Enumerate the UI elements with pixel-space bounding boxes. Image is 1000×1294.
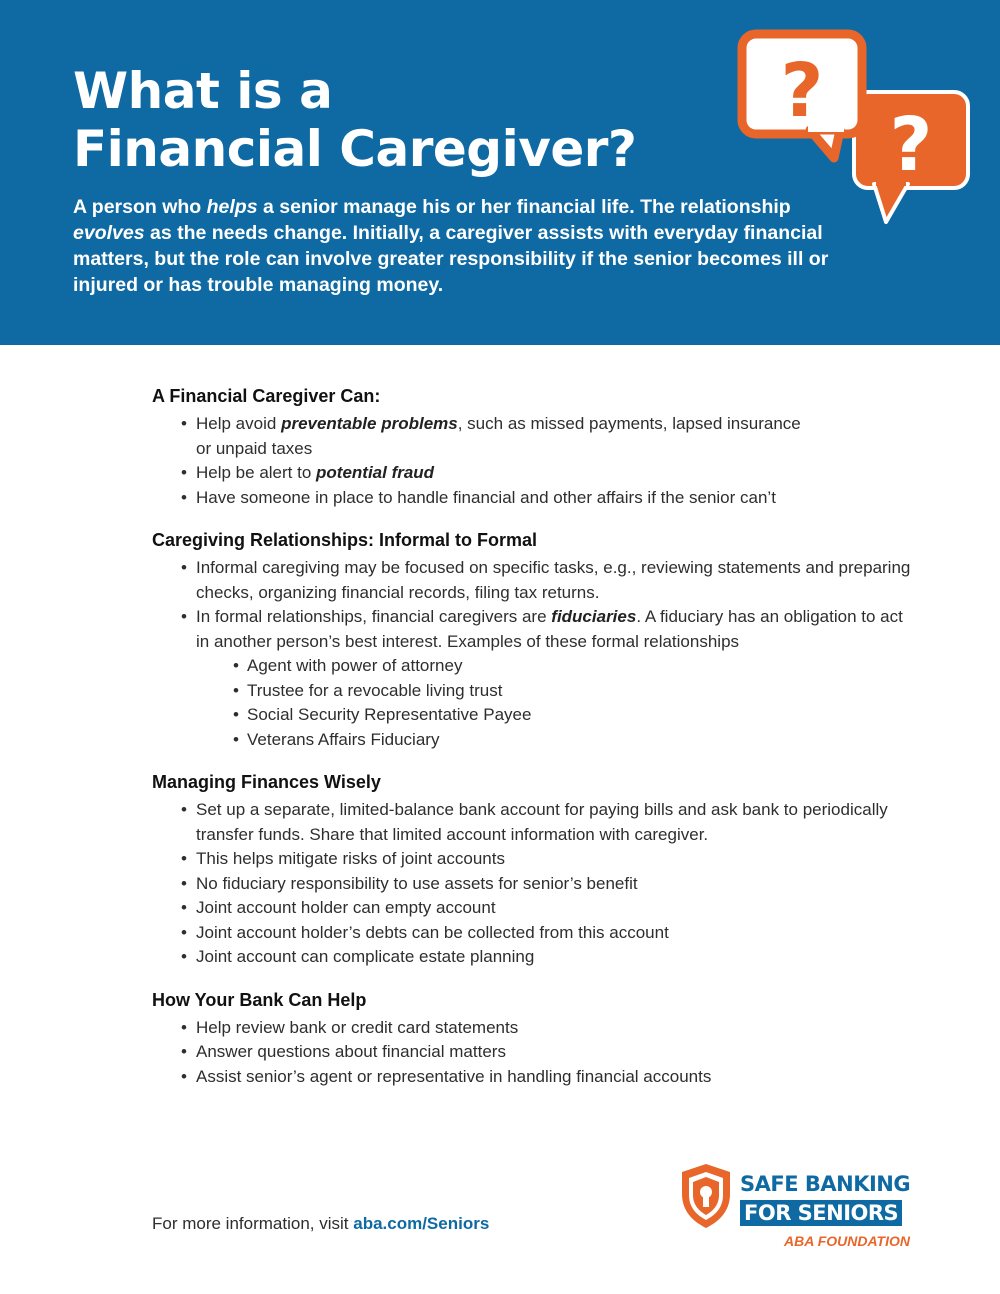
section-heading: Caregiving Relationships: Informal to Formal — [152, 530, 538, 550]
bullet-list — [152, 556, 912, 752]
list-item: • Joint account holder can empty account — [152, 896, 912, 921]
sub-bullet-list — [196, 654, 912, 752]
intro-text-1: A person who — [73, 196, 207, 218]
sub-list-item: • Veterans Affairs Fiduciary — [196, 728, 912, 753]
list-item: • This helps mitigate risks of joint accounts — [152, 847, 912, 872]
footer-info: For more information, visit aba.com/Seniors — [152, 1214, 490, 1233]
bullet-list — [152, 412, 912, 510]
logo-line-1: SAFE BANKING — [740, 1172, 911, 1196]
section-bank-help — [152, 988, 912, 1090]
list-item: • Assist senior’s agent or representative in handling financial accounts — [152, 1065, 912, 1090]
section-heading: A Financial Caregiver Can: — [152, 386, 381, 406]
question-bubble-right-icon — [854, 92, 968, 222]
section-caregiver-can — [152, 384, 912, 510]
list-item: • Joint account can complicate estate planning — [152, 945, 912, 970]
page-title — [73, 62, 636, 178]
bullet-list — [152, 1016, 912, 1090]
sub-list-item: • Trustee for a revocable living trust — [196, 679, 912, 704]
main-content — [152, 384, 912, 1107]
logo-line-2: FOR SENIORS — [740, 1200, 902, 1226]
bullet-list — [152, 798, 912, 970]
question-bubble-left-icon — [742, 34, 862, 158]
intro-text-3: as the needs change. Initially, a caregiver assists with everyday financial matters, but the role can involve greater responsibility if the senior becomes ill or injured or has trouble managing money. — [73, 222, 829, 296]
title-line-2: Financial Caregiver? — [73, 120, 637, 178]
intro-em-helps: helps — [206, 196, 258, 218]
header-banner — [0, 0, 1000, 345]
section-relationships — [152, 528, 912, 752]
seniors-link[interactable]: aba.com/Seniors — [353, 1214, 490, 1233]
logo-line-3: ABA FOUNDATION — [784, 1233, 910, 1249]
list-item: • Answer questions about financial matters — [152, 1040, 912, 1065]
intro-text-2: a senior manage his or her financial life. The relationship — [257, 196, 791, 218]
shield-keyhole-icon — [678, 1162, 734, 1230]
safe-banking-logo — [678, 1160, 928, 1255]
svg-text:?: ? — [889, 102, 933, 188]
section-heading: Managing Finances Wisely — [152, 772, 381, 792]
list-item: • Help review bank or credit card statements — [152, 1016, 912, 1041]
list-item: • Help be alert to potential fraud — [152, 461, 912, 486]
intro-em-evolves: evolves — [73, 222, 145, 244]
list-item: • Set up a separate, limited-balance bank account for paying bills and ask bank to periodically transfer funds. Share that limited account information with caregiver. — [152, 798, 912, 847]
title-line-1: What is a — [73, 62, 333, 120]
sub-list-item: • Agent with power of attorney — [196, 654, 912, 679]
list-item: • Help avoid preventable problems, such as missed payments, lapsed insurance or unpaid taxes — [152, 412, 912, 461]
svg-text:?: ? — [780, 48, 824, 134]
sub-list-item: • Social Security Representative Payee — [196, 703, 912, 728]
section-managing — [152, 770, 912, 970]
list-item: • Joint account holder’s debts can be collected from this account — [152, 921, 912, 946]
question-bubbles-icon — [736, 28, 976, 228]
list-item: • No fiduciary responsibility to use assets for senior’s benefit — [152, 872, 912, 897]
list-item: • In formal relationships, financial caregivers are fiduciaries. A fiduciary has an obligation to act in another person’s best interest. Examples of these formal relationships • Agent with power of attorney • Trustee for a revocable living trust • Social Security Representative Payee • Veterans Affairs Fiduciary — [152, 605, 912, 752]
list-item: • Have someone in place to handle financial and other affairs if the senior can’t — [152, 486, 912, 511]
list-item: • Informal caregiving may be focused on specific tasks, e.g., reviewing statements and preparing checks, organizing financial records, filing tax returns. — [152, 556, 912, 605]
section-heading: How Your Bank Can Help — [152, 989, 367, 1010]
